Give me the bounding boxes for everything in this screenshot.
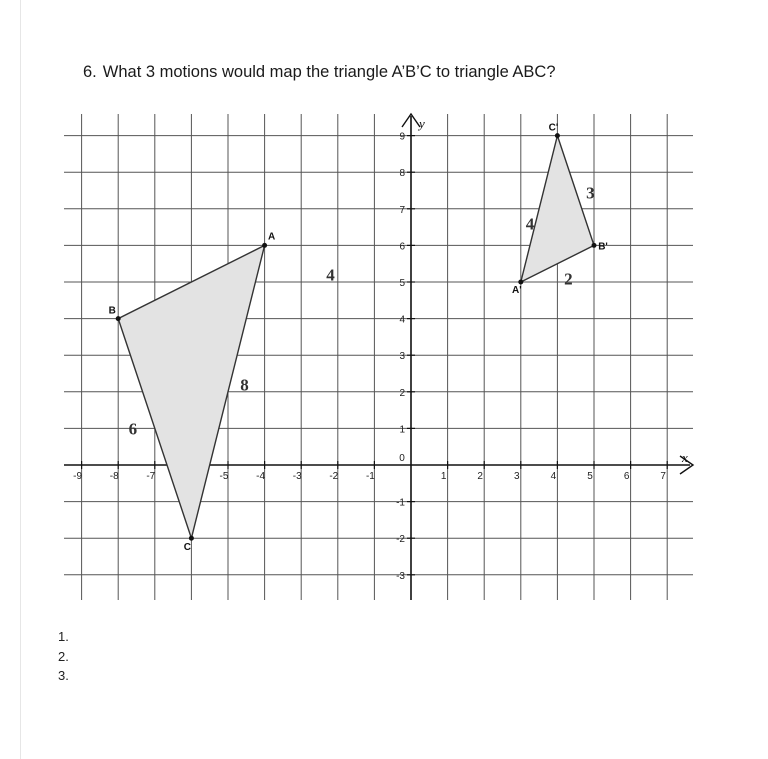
x-tick-label: 5 — [587, 471, 593, 482]
side-length-label: 4 — [326, 265, 335, 285]
question-number: 6. — [83, 63, 97, 81]
vertex-label: C — [183, 542, 192, 554]
answer-list — [58, 627, 69, 686]
x-tick-label: 6 — [623, 471, 630, 482]
y-tick-label: 8 — [399, 168, 405, 180]
x-tick-label: -9 — [73, 471, 83, 482]
y-tick-label: 5 — [399, 278, 405, 289]
answer-line-1: 1. — [58, 629, 69, 644]
x-tick-label: -4 — [256, 471, 266, 482]
x-tick-label: 7 — [660, 471, 666, 482]
question-prompt: What 3 motions would map the triangle A’B’C to triangle ABC? — [102, 63, 556, 81]
x-tick-label: 2 — [477, 471, 483, 482]
y-tick-label: 1 — [399, 424, 405, 436]
vertex-label: C' — [548, 122, 559, 134]
x-tick-label: -2 — [329, 471, 339, 482]
x-axis-label: x — [682, 450, 688, 465]
x-tick-label: -5 — [219, 471, 229, 482]
x-tick-label: -1 — [365, 471, 375, 482]
x-tick-label: 3 — [514, 471, 520, 482]
vertex-point — [262, 243, 267, 248]
origin-label: 0 — [399, 453, 405, 464]
x-tick-label: -3 — [292, 471, 302, 482]
x-tick-label: 4 — [550, 471, 557, 482]
y-tick-label: 4 — [399, 314, 405, 326]
vertex-point — [189, 536, 194, 541]
x-tick-label: -7 — [146, 471, 156, 482]
x-tick-label: 1 — [440, 471, 447, 482]
side-length-label: 3 — [586, 183, 595, 203]
side-length-label: 4 — [525, 214, 535, 234]
y-tick-label: 7 — [399, 204, 405, 216]
x-tick-label: -8 — [109, 471, 119, 482]
y-tick-label: 9 — [399, 131, 405, 143]
y-tick-label: -2 — [396, 534, 405, 546]
y-tick-label: 3 — [399, 351, 405, 363]
side-length-label: 8 — [240, 375, 249, 395]
answer-line-3: 3. — [58, 668, 69, 683]
y-axis-label: y — [419, 116, 425, 131]
y-tick-label: -3 — [396, 570, 405, 582]
y-tick-label: 6 — [399, 241, 405, 253]
answer-line-2: 2. — [58, 648, 69, 664]
vertex-label: B — [108, 305, 116, 317]
vertex-point — [592, 243, 597, 248]
vertex-label: A' — [511, 285, 522, 296]
triangles — [116, 133, 597, 541]
side-length-label: 2 — [564, 269, 573, 289]
vertex-point — [116, 316, 121, 321]
vertex-point — [555, 133, 560, 138]
vertex-point — [518, 280, 523, 285]
vertex-label: A — [267, 231, 276, 243]
y-tick-label: -1 — [396, 497, 405, 509]
y-tick-label: 2 — [399, 387, 405, 399]
side-length-label: 6 — [128, 419, 138, 439]
vertex-label: B' — [598, 241, 608, 253]
